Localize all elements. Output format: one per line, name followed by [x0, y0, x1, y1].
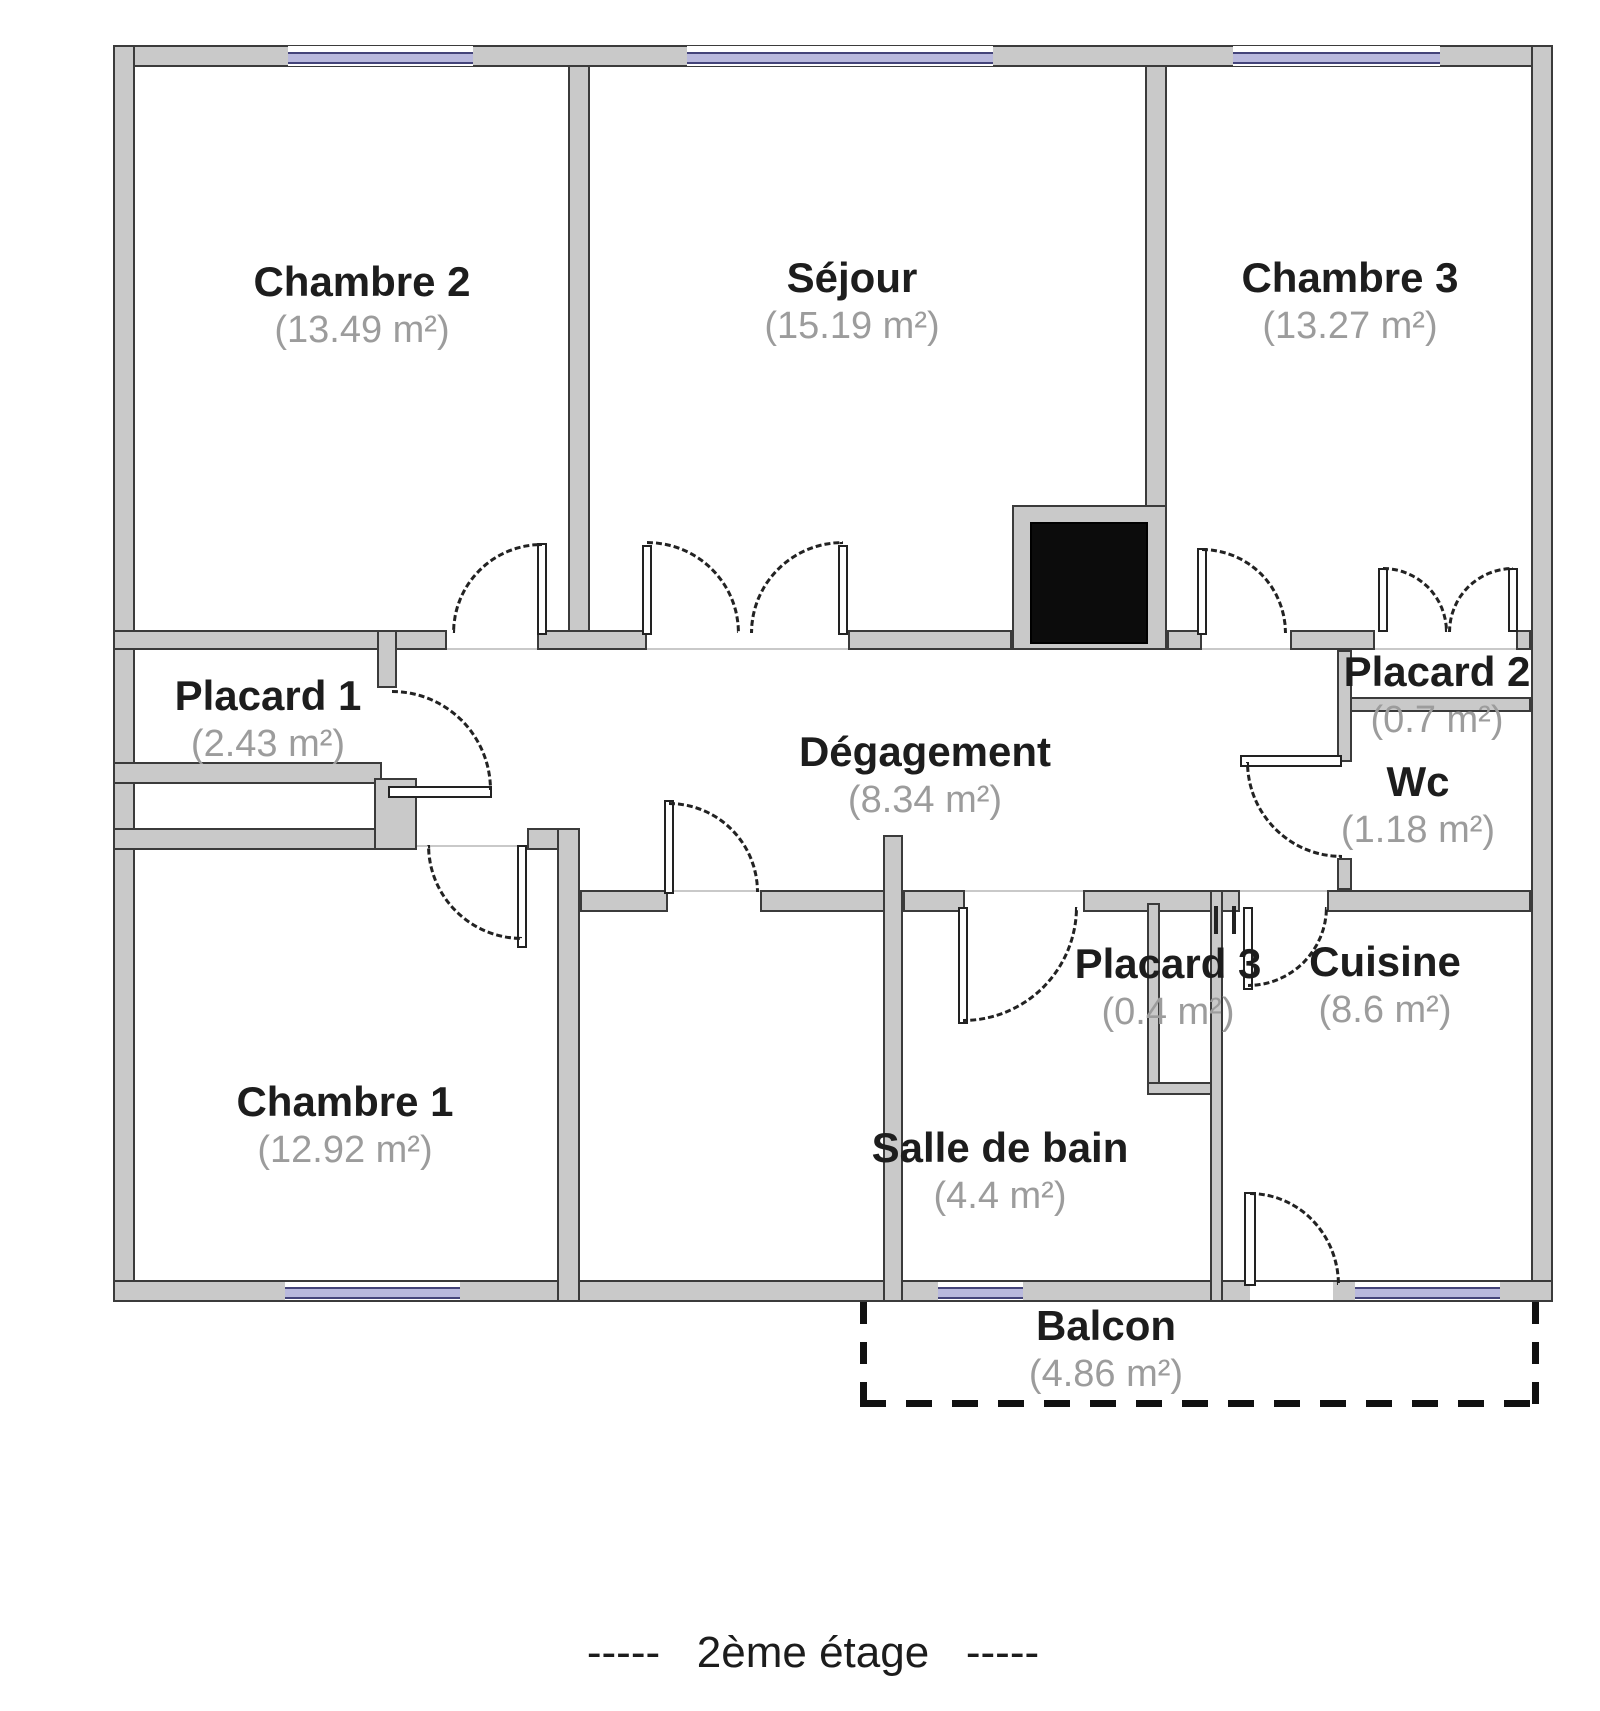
- room-area: (4.86 m²): [1028, 1353, 1184, 1396]
- door-arc-placard1: [392, 690, 492, 790]
- room-name: Placard 3: [1074, 940, 1262, 987]
- room-name: Balcon: [1035, 1302, 1177, 1349]
- room-name: Dégagement: [798, 728, 1052, 775]
- room-label-chambre2: [253, 258, 470, 352]
- room-label-placard3: [1075, 940, 1262, 1034]
- room-area: (12.92 m²): [257, 1129, 433, 1172]
- wall-salle-de-bain-left: [883, 835, 903, 1302]
- wall-cuisine-top: [1327, 890, 1531, 912]
- door-arc-chambre3: [1202, 548, 1287, 633]
- room-area: (2.43 m²): [190, 723, 346, 766]
- window-glass: [285, 1287, 460, 1299]
- balcony-outline-right: [1532, 1302, 1539, 1406]
- door-arc-balcon: [1250, 1192, 1340, 1285]
- wall-corridor-top: [1516, 630, 1531, 650]
- room-name: Salle de bain: [871, 1124, 1129, 1171]
- wall-chambre1-right: [557, 828, 580, 1302]
- window-glass: [1233, 52, 1440, 64]
- wall-corridor-top: [1290, 630, 1375, 650]
- door-arc-salle-de-bain: [963, 907, 1078, 1022]
- wall-chambre1-top: [113, 828, 387, 850]
- duct-shaft: [1030, 522, 1148, 644]
- balcony-outline-left: [860, 1302, 867, 1406]
- door-arc-placard2-right: [1448, 567, 1513, 632]
- window-glass: [938, 1287, 1023, 1299]
- door-arc-sejour-left: [647, 541, 740, 633]
- placard3-door-notch: [1232, 906, 1236, 934]
- room-area: (8.34 m²): [847, 779, 1003, 822]
- wall-corridor-top: [848, 630, 1012, 650]
- room-name: Placard 1: [174, 672, 362, 719]
- room-label-balcon: [1029, 1302, 1183, 1396]
- room-area: (15.19 m²): [764, 305, 940, 348]
- room-label-chambre1: [236, 1078, 453, 1172]
- room-label-degagement: [799, 728, 1051, 822]
- door-arc-placard2-left: [1383, 567, 1448, 632]
- door-arc-chambre1: [427, 845, 522, 940]
- exterior-wall-right: [1531, 45, 1553, 1302]
- room-name: Séjour: [786, 254, 918, 301]
- exterior-wall-left: [113, 45, 135, 1302]
- room-label-chambre3: [1241, 254, 1458, 348]
- wall-chambre2-sejour: [568, 65, 590, 650]
- room-name: Chambre 3: [1241, 254, 1459, 301]
- balcony-outline-bottom: [860, 1400, 1540, 1407]
- window-glass: [288, 52, 473, 64]
- room-name: Wc: [1386, 758, 1450, 805]
- room-label-sejour: [764, 254, 939, 348]
- room-area: (4.4 m²): [933, 1175, 1067, 1218]
- room-area: (1.18 m²): [1340, 809, 1496, 852]
- room-name: Chambre 1: [236, 1078, 454, 1125]
- wall-corridor-bottom: [580, 890, 668, 912]
- room-name: Cuisine: [1309, 938, 1461, 985]
- wall-placard1-right: [377, 630, 397, 688]
- room-label-wc: [1341, 758, 1495, 852]
- room-label-salle-de-bain: [872, 1124, 1129, 1218]
- room-area: (0.7 m²): [1370, 699, 1504, 742]
- room-label-placard2: [1344, 648, 1531, 742]
- door-arc-chambre2: [452, 543, 542, 633]
- room-area: (13.27 m²): [1262, 305, 1438, 348]
- room-area: (8.6 m²): [1318, 989, 1452, 1032]
- door-arc-wc: [1246, 762, 1342, 858]
- window-glass: [687, 52, 993, 64]
- placard3-door-notch: [1214, 906, 1218, 934]
- door-arc-sejour-right: [750, 541, 843, 633]
- room-area: (0.4 m²): [1101, 991, 1235, 1034]
- wall-salle-de-bain-top: [903, 890, 965, 912]
- window-glass: [1355, 1287, 1500, 1299]
- floor-caption: ----- 2ème étage -----: [586, 1628, 1040, 1677]
- wall-corridor-top: [537, 630, 647, 650]
- room-name: Placard 2: [1343, 648, 1531, 695]
- door-arc-entrance: [669, 802, 759, 892]
- wall-wc-left: [1337, 858, 1352, 890]
- room-name: Chambre 2: [253, 258, 471, 305]
- room-label-placard1: [175, 672, 362, 766]
- room-label-cuisine: [1309, 938, 1461, 1032]
- room-area: (13.49 m²): [274, 309, 450, 352]
- wall-corridor-bottom: [760, 890, 903, 912]
